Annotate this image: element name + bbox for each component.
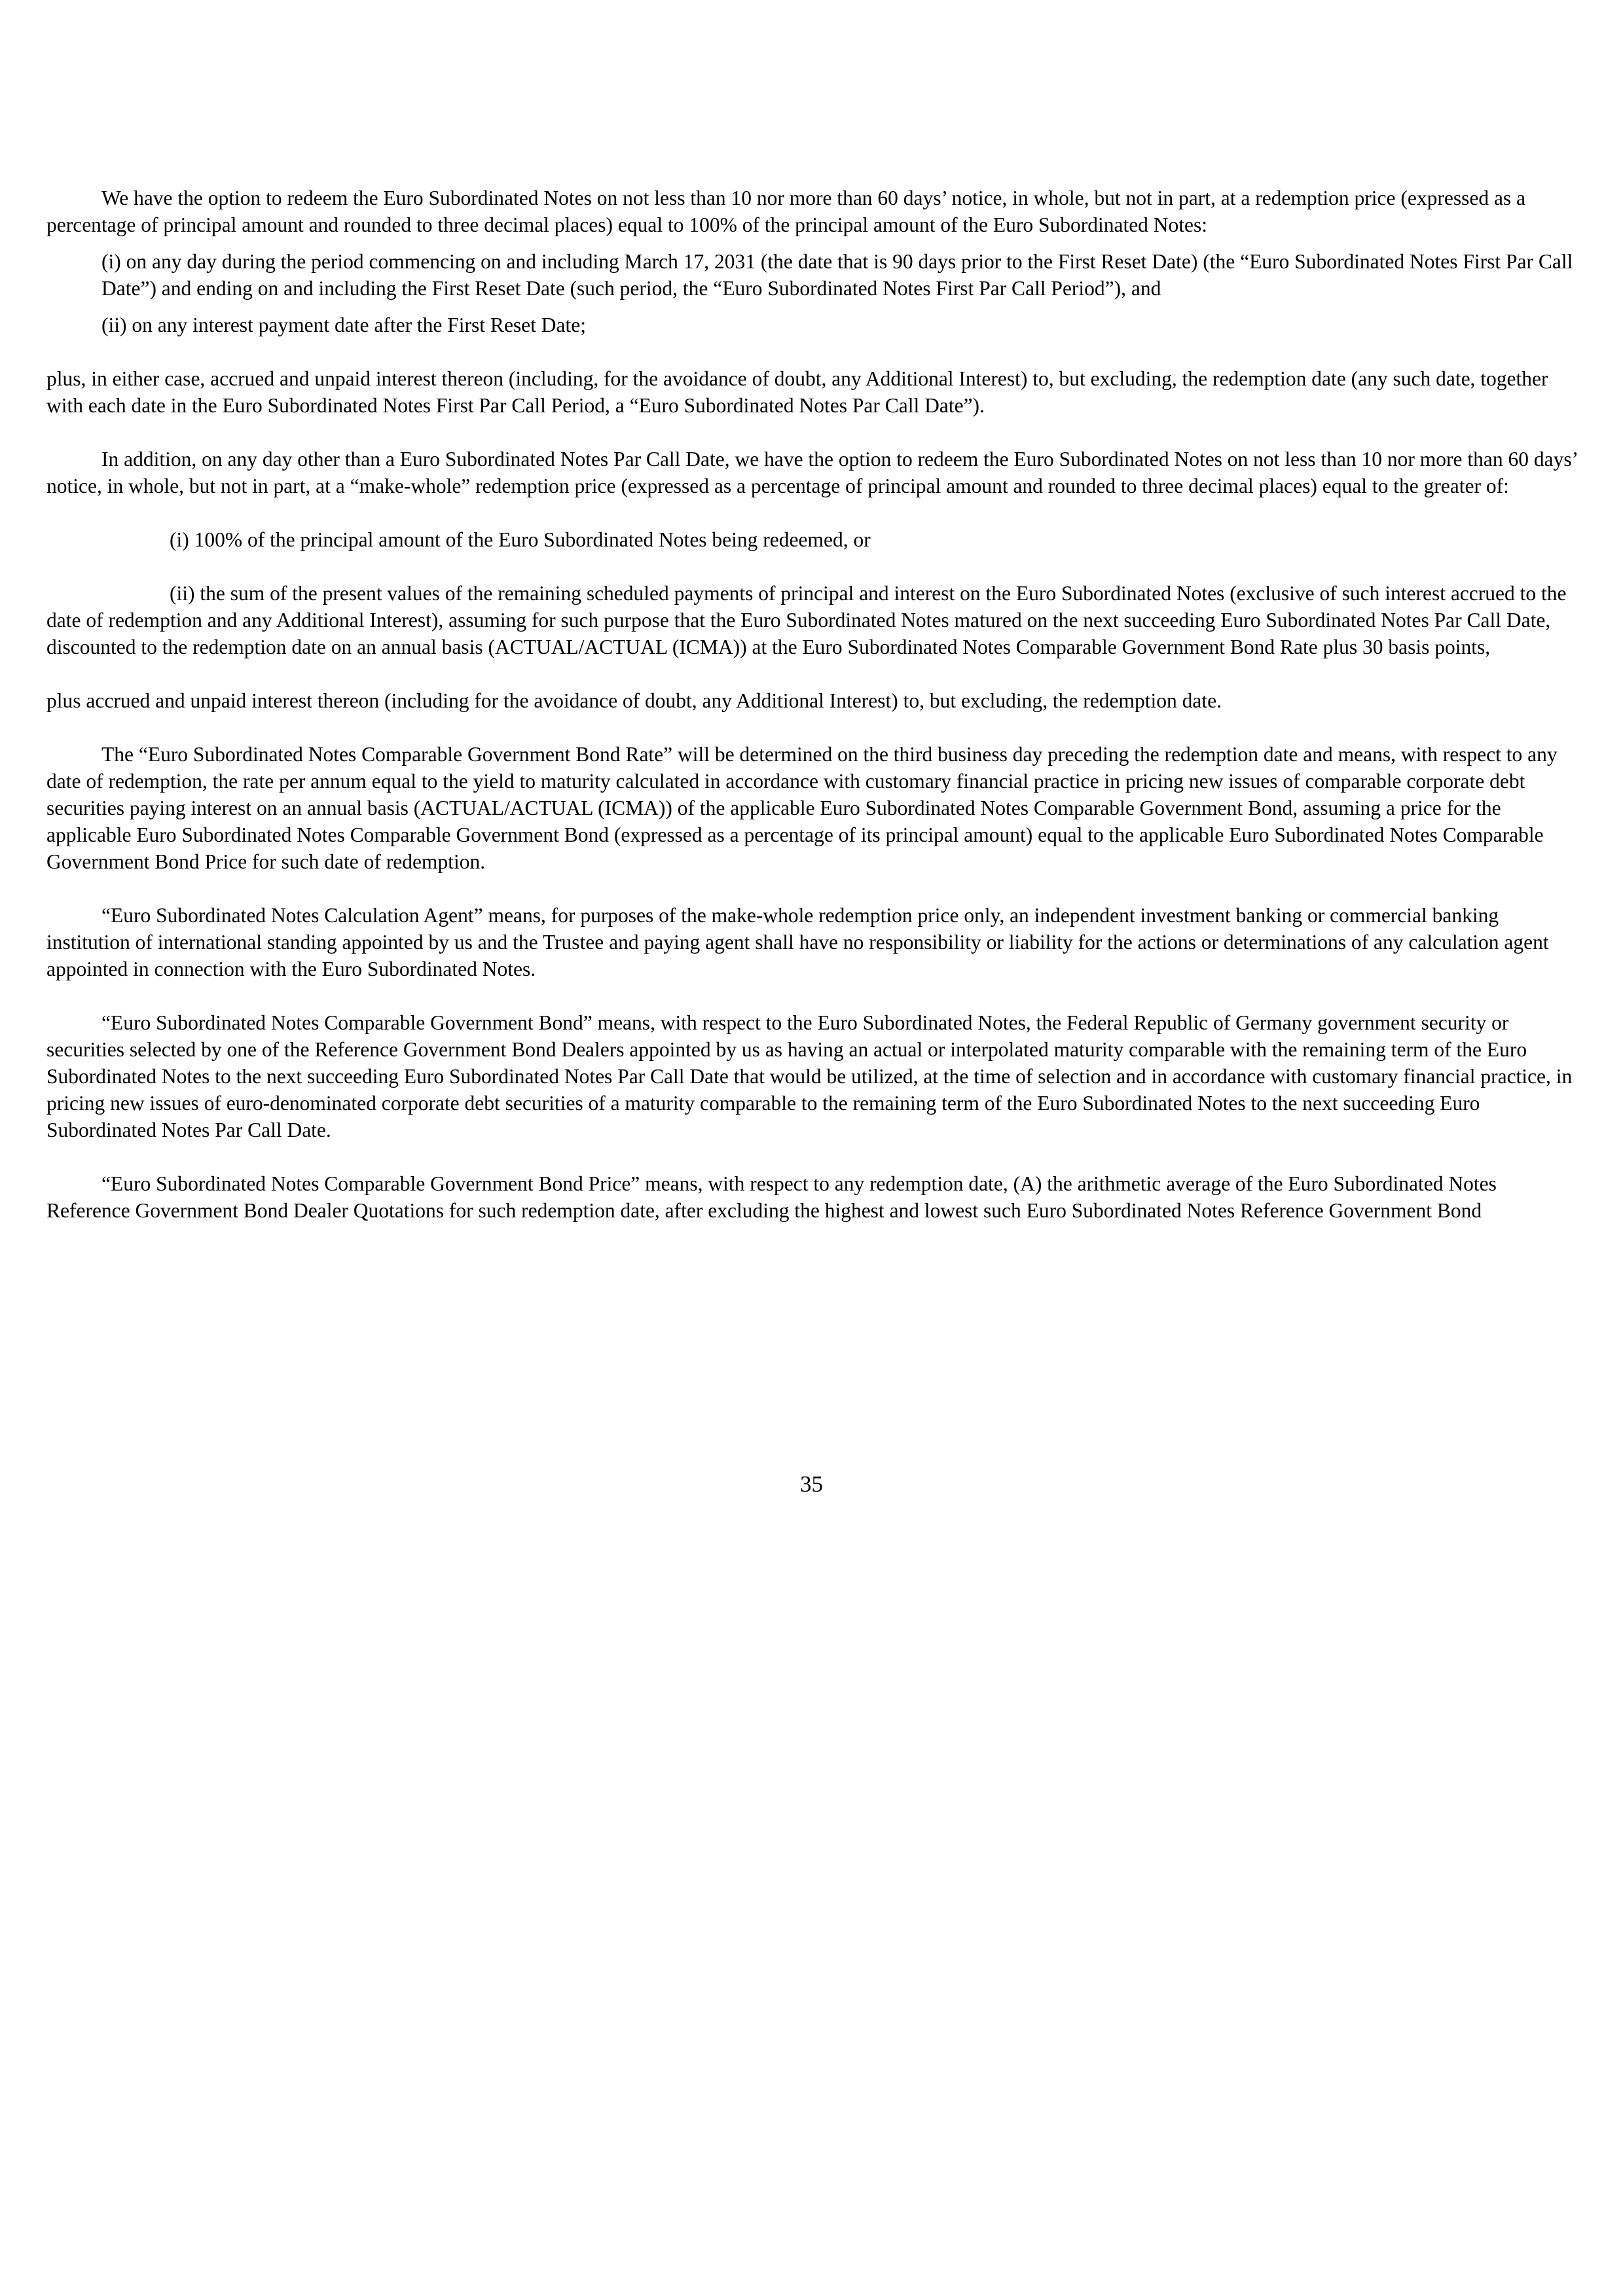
spacer xyxy=(46,302,1582,312)
paragraph-accrued-unpaid-interest: plus accrued and unpaid interest thereon (including for the avoidance of doubt, any Additional Interest) to, but excluding, the redemption date. xyxy=(46,689,1222,712)
list-item-par-call-period: (i) on any day during the period commencing on and including March 17, 2031 (the date that is 90 days prior to the First Reset Date) (the “Euro Subordinated Notes First Par Call Date”) and ending on and including the First Reset Date (such period, the “Euro Subordinated Notes First Par Call Period”), and xyxy=(101,250,1573,300)
list-item-present-values: (ii) the sum of the present values of the remaining scheduled payments of principal and interest on the Euro Subordinated Notes (exclusive of such interest accrued to the date of redemption and any Additional Interest), assuming for such purpose that the Euro Subordinated Notes matured on the next succeeding Euro Subordinated Notes Par Call Date, discounted to the redemption date on an annual basis (ACTUAL/ACTUAL (ICMA)) at the Euro Subordinated Notes Comparable Government Bond Rate plus 30 basis points, xyxy=(46,582,1567,658)
paragraph-make-whole-option: In addition, on any day other than a Euro Subordinated Notes Par Call Date, we have the option to redeem the Euro Subordinated Notes on not less than 10 nor more than 60 days’ notice, in whole, but not in part, at a “make-whole” redemption price (expressed as a percentage of principal amount and rounded to three decimal places) equal to the greater of: xyxy=(46,448,1577,497)
paragraph-comparable-government-bond: “Euro Subordinated Notes Comparable Government Bond” means, with respect to the Euro Subordinated Notes, the Federal Republic of Germany government security or securities selected by one of the Reference Government Bond Dealers appointed by us as having an actual or interpolated maturity comparable with the remaining term of the Euro Subordinated Notes to the next succeeding Euro Subordinated Notes Par Call Date that would be utilized, at the time of selection and in accordance with customary financial practice, in pricing new issues of euro-denominated corporate debt securities of a maturity comparable to the remaining term of the Euro Subordinated Notes to the next succeeding Euro Subordinated Notes Par Call Date. xyxy=(46,1011,1573,1141)
paragraph-accrued-interest: plus, in either case, accrued and unpaid interest thereon (including, for the avoidance of doubt, any Additional Interest) to, but excluding, the redemption date (any such date, together with each date in the Euro Subordinated Notes First Par Call Period, a “Euro Subordinated Notes Par Call Date”). xyxy=(46,367,1548,417)
spacer xyxy=(46,338,1582,365)
spacer xyxy=(46,238,1582,248)
spacer xyxy=(46,553,1582,580)
page-number: 35 xyxy=(800,1471,823,1497)
spacer xyxy=(46,660,1582,687)
document-body xyxy=(46,185,1582,1224)
spacer xyxy=(46,714,1582,741)
paragraph-redemption-option: We have the option to redeem the Euro Subordinated Notes on not less than 10 nor more than 60 days’ notice, in whole, but not in part, at a redemption price (expressed as a percentage of principal amount and rounded to three decimal places) equal to 100% of the principal amount of the Euro Subordinated Notes: xyxy=(46,187,1526,236)
spacer xyxy=(46,419,1582,446)
list-item-principal-amount: (i) 100% of the principal amount of the Euro Subordinated Notes being redeemed, or xyxy=(170,528,871,551)
paragraph-calculation-agent: “Euro Subordinated Notes Calculation Agent” means, for purposes of the make-whole redemption price only, an independent investment banking or commercial banking institution of international standing appointed by us and the Trustee and paying agent shall have no responsibility or liability for the actions or determinations of any calculation agent appointed in connection with the Euro Subordinated Notes. xyxy=(46,904,1549,980)
list-item-interest-payment-date: (ii) on any interest payment date after the First Reset Date; xyxy=(101,314,587,336)
spacer xyxy=(46,982,1582,1009)
spacer xyxy=(46,1143,1582,1170)
spacer xyxy=(46,499,1582,526)
spacer xyxy=(46,875,1582,902)
paragraph-comparable-bond-rate: The “Euro Subordinated Notes Comparable Government Bond Rate” will be determined on the third business day preceding the redemption date and means, with respect to any date of redemption, the rate per annum equal to the yield to maturity calculated in accordance with customary financial practice in pricing new issues of comparable corporate debt securities paying interest on an annual basis (ACTUAL/ACTUAL (ICMA)) of the applicable Euro Subordinated Notes Comparable Government Bond, assuming a price for the applicable Euro Subordinated Notes Comparable Government Bond (expressed as a percentage of its principal amount) equal to the applicable Euro Subordinated Notes Comparable Government Bond Price for such date of redemption. xyxy=(46,743,1558,873)
paragraph-comparable-bond-price: “Euro Subordinated Notes Comparable Government Bond Price” means, with respect to any redemption date, (A) the arithmetic average of the Euro Subordinated Notes Reference Government Bond Dealer Quotations for such redemption date, after excluding the highest and lowest such Euro Subordinated Notes Reference Government Bond xyxy=(46,1172,1497,1222)
